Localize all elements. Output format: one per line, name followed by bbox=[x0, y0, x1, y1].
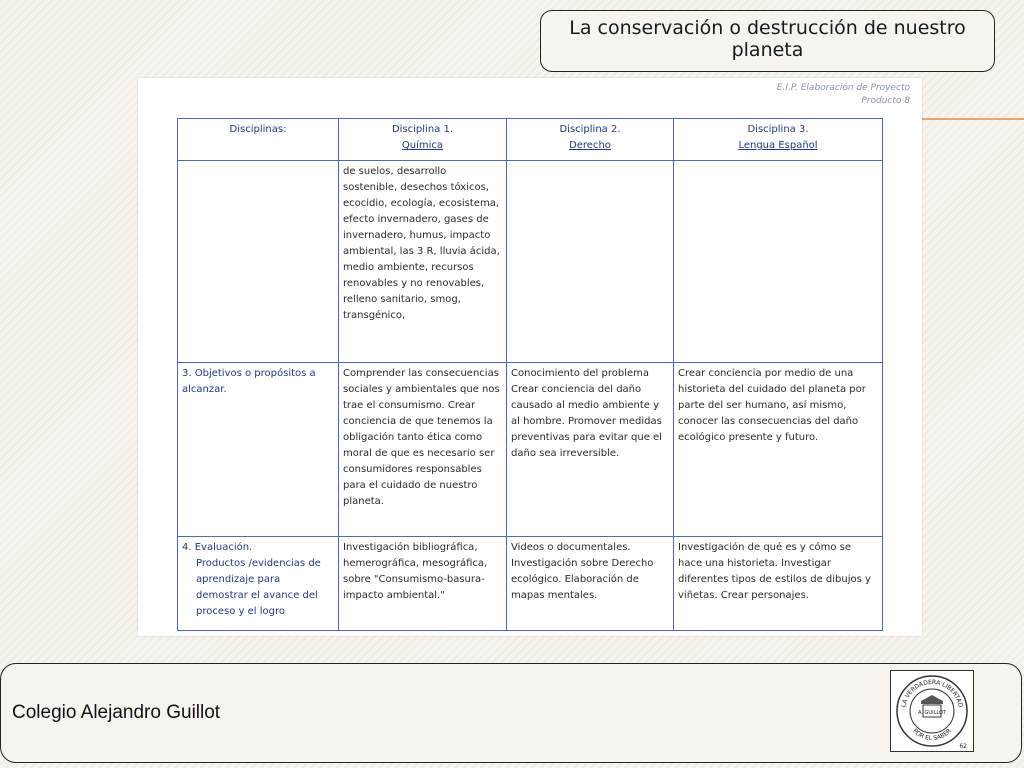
table-cell: 3. Objetivos o propósitos a alcanzar. bbox=[178, 363, 339, 537]
slide-title-text: La conservación o destrucción de nuestro planeta bbox=[569, 17, 966, 61]
evaluation-subtitle: Productos /evidencias de aprendizaje para demostrar el avance del proceso y el logro bbox=[196, 558, 321, 617]
header-cell-disciplina-3 bbox=[674, 119, 883, 161]
disciplines-table bbox=[177, 118, 883, 631]
table-cell: Investigación bibliográfica, hemerográfica, mesográfica, sobre "Consumismo-basura-impacto ambiental." bbox=[339, 537, 507, 631]
table-cell bbox=[674, 161, 883, 363]
document-image bbox=[138, 78, 922, 636]
table-row bbox=[178, 537, 883, 631]
header-label: Disciplinas: bbox=[229, 124, 287, 135]
logo-bottom-text: POR EL SABER bbox=[911, 727, 953, 743]
header-cell-disciplinas bbox=[178, 119, 339, 161]
table-cell bbox=[178, 161, 339, 363]
discipline-name: Derecho bbox=[569, 140, 611, 151]
header-cell-disciplina-1 bbox=[339, 119, 507, 161]
table-cell: Comprender las consecuencias sociales y ambientales que nos trae el consumismo. Crear conciencia de que tenemos la obligación tanto ética como moral de que es necesario ser consumidores responsables para el cuidado de nuestro planeta. bbox=[339, 363, 507, 537]
document-header-line2: Producto 8 bbox=[861, 96, 910, 106]
school-seal-icon bbox=[891, 671, 973, 751]
table-cell: Investigación de qué es y cómo se hace una historieta. Investigar diferentes tipos de estilos de dibujos y viñetas. Crear personajes. bbox=[674, 537, 883, 631]
table-row bbox=[178, 161, 883, 363]
header-cell-disciplina-2 bbox=[507, 119, 674, 161]
svg-text:POR EL SABER bbox=[911, 728, 952, 743]
document-header-line1: E.I.P. Elaboración de Proyecto bbox=[776, 83, 910, 93]
table-cell bbox=[507, 161, 674, 363]
header-label: Disciplina 1. bbox=[391, 124, 454, 135]
table-cell: Crear conciencia por medio de una historieta del cuidado del planeta por parte del ser humano, así mismo, conocer las consecuencias del daño ecológico presente y futuro. bbox=[674, 363, 883, 537]
accent-divider bbox=[920, 118, 1024, 120]
table-header-row bbox=[178, 119, 883, 161]
document-header bbox=[777, 82, 910, 108]
table-cell: Conocimiento del problema Crear conciencia del daño causado al medio ambiente y al hombre. Promover medidas preventivas para evitar que el daño sea irreversible. bbox=[507, 363, 674, 537]
slide-title bbox=[540, 10, 995, 72]
discipline-name: Química bbox=[401, 140, 444, 151]
logo-corner-number: 62 bbox=[959, 743, 967, 750]
table-cell: de suelos, desarrollo sostenible, desechos tóxicos, ecocidio, ecología, ecosistema, efecto invernadero, gases de invernadero, humus, impacto ambiental, las 3 R, lluvia ácida, medio ambiente, recursos renovables y no renovables, relleno sanitario, smog, transgénico, bbox=[339, 161, 507, 363]
table-cell bbox=[178, 537, 339, 631]
evaluation-title: 4. Evaluación. bbox=[182, 542, 253, 553]
logo-center-text: A. GUILLOT bbox=[918, 710, 946, 716]
header-label: Disciplina 2. bbox=[559, 124, 621, 135]
table-cell: Videos o documentales. Investigación sobre Derecho ecológico. Elaboración de mapas mentales. bbox=[507, 537, 674, 631]
header-label: Disciplina 3. bbox=[747, 124, 809, 135]
school-name: Colegio Alejandro Guillot bbox=[12, 702, 221, 723]
school-logo bbox=[890, 670, 974, 752]
discipline-name: Lengua Español bbox=[738, 140, 818, 151]
table-row bbox=[178, 363, 883, 537]
logo-top-text: LA VERDADERA LIBERTAD bbox=[900, 678, 964, 708]
